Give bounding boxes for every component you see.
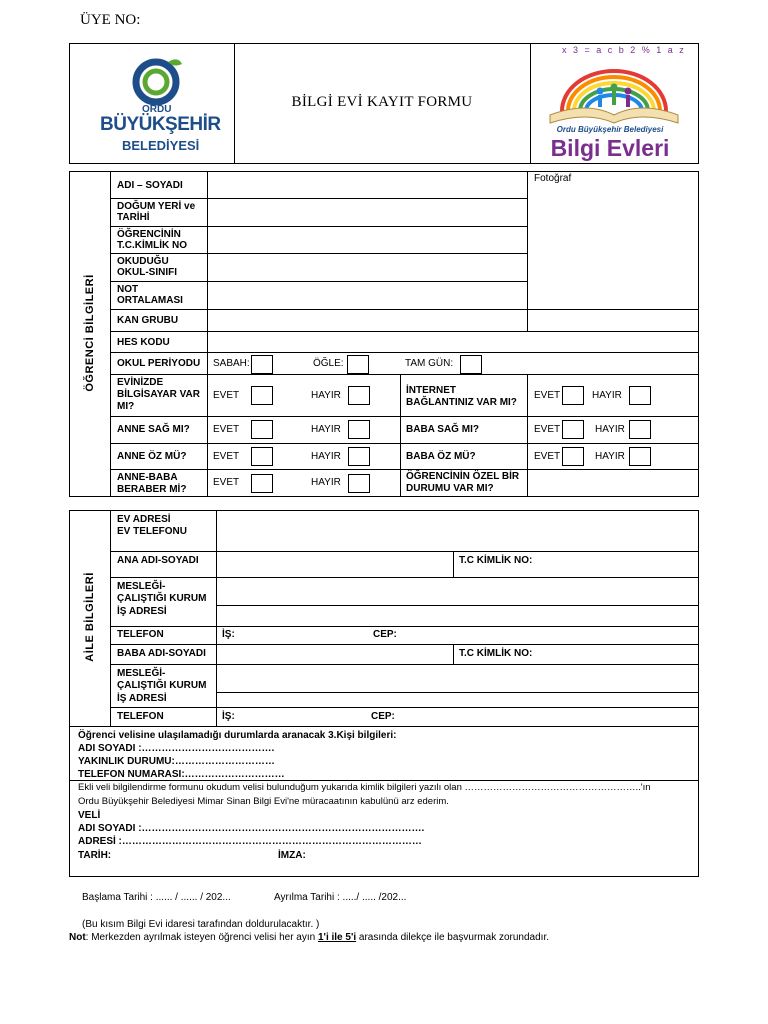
note-text-2: arasında dilekçe ile başvurmak zorundadır. [356, 932, 550, 943]
label-computer-1: EVİNİZDE [117, 377, 164, 388]
blood-field[interactable] [208, 310, 526, 330]
internet-no-label: HAYIR [592, 390, 622, 401]
period-morning-checkbox[interactable] [251, 355, 273, 374]
form-title: BİLGİ EVİ KAYIT FORMU [291, 94, 473, 110]
computer-no-label: HAYIR [311, 390, 341, 401]
footer-note [69, 932, 549, 944]
label-father-tc: T.C KİMLİK NO: [459, 648, 533, 659]
label-mother-name: ANA ADI-SOYADI [117, 555, 199, 566]
computer-yes-label: EVET [213, 390, 240, 401]
label-special-1: ÖĞRENCİNİN ÖZEL BİR [406, 471, 520, 482]
special-field[interactable] [528, 470, 698, 496]
label-mother-job-2: ÇALIŞTIĞI KURUM [117, 593, 207, 604]
father-bio-no-label: HAYIR [595, 451, 625, 462]
father-bio-yes-checkbox[interactable] [562, 447, 584, 466]
hes-field[interactable] [208, 332, 698, 351]
tc-field[interactable] [208, 227, 526, 252]
third-person-heading: Öğrenci velisine ulaşılamadığı durumlarda aranacak 3.Kişi bilgileri: [78, 730, 397, 741]
guardian-date: TARİH: [78, 850, 112, 861]
ordu-logo [80, 52, 230, 162]
home-field[interactable] [217, 511, 698, 550]
label-computer-3: MI? [117, 401, 135, 412]
mother-bio-no-label: HAYIR [311, 451, 341, 462]
together-yes-checkbox[interactable] [251, 474, 273, 493]
internet-yes-checkbox[interactable] [562, 386, 584, 405]
label-together-2: BERABER Mİ? [117, 484, 187, 495]
father-alive-no-checkbox[interactable] [629, 420, 651, 439]
label-gpa-1: NOT [117, 284, 139, 295]
together-no-label: HAYIR [311, 477, 341, 488]
family-section-label: AİLE BİLGİLERİ [84, 572, 96, 662]
label-mother-alive: ANNE SAĞ MI? [117, 424, 190, 435]
label-birth-2: TARİHİ [117, 212, 150, 223]
mother-alive-no-label: HAYIR [311, 424, 341, 435]
period-full-checkbox[interactable] [460, 355, 482, 374]
start-date: Başlama Tarihi : ...... / ...... / 202... [82, 892, 231, 903]
label-father-job-1: MESLEĞİ- [117, 668, 166, 679]
logo-line-2: BÜYÜKŞEHİR [100, 114, 221, 135]
label-father-work-phone: İŞ: [222, 711, 235, 722]
mother-alive-yes-label: EVET [213, 424, 240, 435]
label-father-job-2: ÇALIŞTIĞI KURUM [117, 680, 207, 691]
label-father-bio: BABA ÖZ MÜ? [406, 451, 476, 462]
school-field[interactable] [208, 254, 526, 280]
label-father-name: BABA ADI-SOYADI [117, 648, 206, 659]
logo-line-1: ORDU [142, 104, 172, 115]
label-school-2: OKUL-SINIFI [117, 267, 177, 278]
computer-no-checkbox[interactable] [348, 386, 370, 405]
gpa-field[interactable] [208, 282, 526, 308]
student-section-label: ÖĞRENCİ BİLGİLERİ [84, 274, 96, 392]
label-father-phone: TELEFON [117, 711, 164, 722]
label-father-cell: CEP: [371, 711, 395, 722]
logo-subtitle: Ordu Büyükşehir Belediyesi [556, 125, 664, 134]
label-together-1: ANNE-BABA [117, 472, 178, 483]
note-emphasis: 1'i ile 5'i [318, 932, 357, 943]
period-morning-label: SABAH: [213, 358, 250, 369]
mother-alive-no-checkbox[interactable] [348, 420, 370, 439]
together-yes-label: EVET [213, 477, 240, 488]
guardian-signature: İMZA: [278, 850, 306, 861]
mother-name-field[interactable] [217, 552, 452, 576]
father-alive-yes-checkbox[interactable] [562, 420, 584, 439]
third-person-phone: TELEFON NUMARASI:………………………… [78, 769, 285, 780]
internet-no-checkbox[interactable] [629, 386, 651, 405]
father-alive-no-label: HAYIR [595, 424, 625, 435]
period-noon-label: ÖĞLE: [313, 358, 344, 369]
label-internet-1: İNTERNET [406, 385, 456, 396]
label-internet-2: BAĞLANTINIZ VAR MI? [406, 397, 517, 408]
label-mother-work-address: İŞ ADRESİ [117, 606, 167, 617]
logo-symbols: x 3 = a c b 2 % 1 a z [562, 45, 686, 55]
mother-alive-yes-checkbox[interactable] [251, 420, 273, 439]
label-birth-1: DOĞUM YERİ ve [117, 201, 196, 212]
father-name-field[interactable] [217, 645, 452, 663]
label-mother-job-1: MESLEĞİ- [117, 581, 166, 592]
label-mother-bio: ANNE ÖZ MÜ? [117, 451, 187, 462]
photo-label: Fotoğraf [534, 173, 572, 184]
label-name: ADI – SOYADI [117, 180, 183, 191]
computer-yes-checkbox[interactable] [251, 386, 273, 405]
father-bio-no-checkbox[interactable] [629, 447, 651, 466]
bilgi-evleri-logo [540, 45, 690, 163]
label-tc-1: ÖĞRENCİNİN [117, 229, 181, 240]
label-special-2: DURUMU VAR MI? [406, 483, 494, 494]
label-mother-cell: CEP: [373, 629, 397, 640]
period-full-label: TAM GÜN: [405, 358, 454, 369]
period-noon-checkbox[interactable] [347, 355, 369, 374]
logo-line-3: BELEDİYESİ [122, 138, 200, 153]
label-hes: HES KODU [117, 337, 170, 348]
third-person-name: ADI SOYADI :…………………………………. [78, 743, 275, 754]
internet-yes-label: EVET [534, 390, 561, 401]
end-date: Ayrılma Tarihi : ...../ ..... /202... [274, 892, 407, 903]
mother-bio-no-checkbox[interactable] [348, 447, 370, 466]
label-blood: KAN GRUBU [117, 315, 179, 326]
father-bio-yes-label: EVET [534, 451, 561, 462]
label-gpa-2: ORTALAMASI [117, 295, 183, 306]
name-field[interactable] [208, 172, 526, 197]
label-home-address: EV ADRESİ [117, 514, 171, 525]
together-no-checkbox[interactable] [348, 474, 370, 493]
label-father-work-address: İŞ ADRESİ [117, 693, 167, 704]
member-no-label: ÜYE NO: [80, 12, 141, 28]
third-person-relation: YAKINLIK DURUMU:………………………… [78, 756, 275, 767]
declaration-line-2: Ordu Büyükşehir Belediyesi Mimar Sinan Bilgi Evi'ne müracaatının kabulünü arz ederim. [78, 796, 449, 807]
guardian-name: ADI SOYADI :…………………………………………………………………………. [78, 823, 425, 834]
photo-box[interactable] [528, 186, 698, 308]
father-alive-yes-label: EVET [534, 424, 561, 435]
label-mother-tc: T.C KİMLİK NO: [459, 555, 533, 566]
office-note: (Bu kısım Bilgi Evi idaresi tarafından doldurulacaktır. ) [82, 919, 320, 930]
note-label: Not [69, 932, 86, 943]
guardian-address: ADRESİ :……………………………………………………………………………… [78, 836, 422, 847]
label-period: OKUL PERİYODU [117, 358, 201, 369]
label-mother-work-phone: İŞ: [222, 629, 235, 640]
mother-bio-yes-checkbox[interactable] [251, 447, 273, 466]
label-computer-2: BİLGİSAYAR VAR [117, 389, 200, 400]
note-text-1: : Merkezden ayrılmak isteyen öğrenci velisi her ayın [85, 932, 318, 943]
label-father-alive: BABA SAĞ MI? [406, 424, 479, 435]
logo-title: Bilgi Evleri [550, 135, 670, 161]
birth-field[interactable] [208, 199, 526, 225]
rainbow-book-icon [540, 45, 690, 125]
declaration-line-1: Ekli veli bilgilendirme formunu okudum velisi bulunduğum yukarıda kimlik bilgileri yazılı olan ………………………………………………..'ın [78, 782, 651, 793]
guardian-label: VELİ [78, 810, 101, 821]
label-tc-2: T.C.KİMLİK NO [117, 240, 187, 251]
label-school-1: OKUDUĞU [117, 256, 169, 267]
label-home-phone: EV TELEFONU [117, 526, 188, 537]
label-mother-phone: TELEFON [117, 629, 164, 640]
mother-bio-yes-label: EVET [213, 451, 240, 462]
